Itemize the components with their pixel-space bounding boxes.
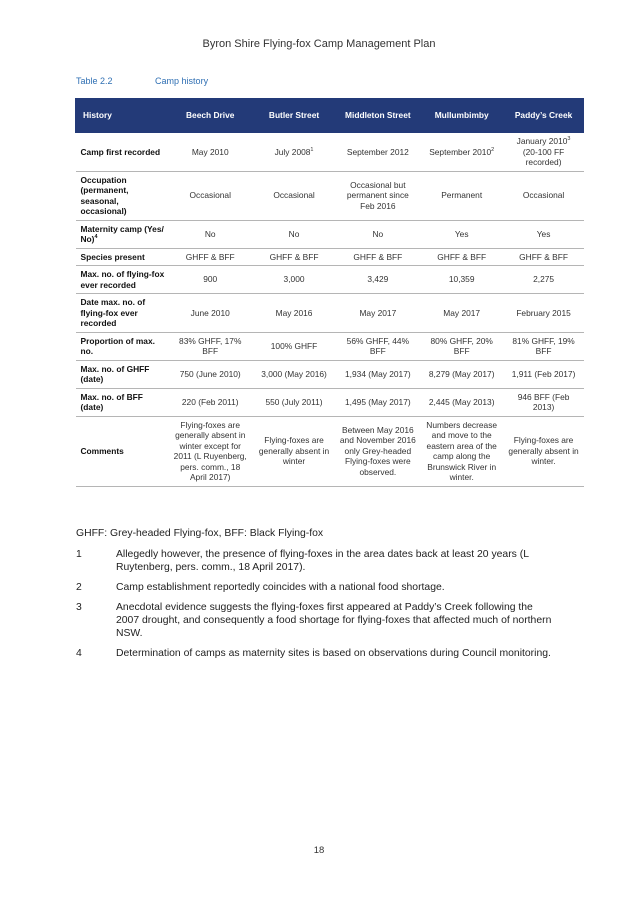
- table-cell: [420, 332, 504, 360]
- cell-text: May 2016: [275, 307, 313, 318]
- cell-text: 81% GHFF, 19% BFF: [512, 335, 575, 356]
- cell-text: 2,275: [533, 274, 555, 285]
- footnote-text: Determination of camps as maternity sites is based on observations during Council monitoring.: [116, 648, 551, 659]
- cell-text: 100% GHFF: [270, 340, 318, 351]
- footnote-number: 2: [76, 582, 82, 593]
- table-cell: [336, 388, 420, 416]
- cell-text: May 2010: [191, 146, 229, 157]
- table-cell: [420, 388, 504, 416]
- cell-text: GHFF & BFF: [269, 251, 319, 262]
- cell-text: GHFF & BFF: [519, 251, 568, 262]
- table-cell: [252, 171, 336, 220]
- cell-text: Occasional: [522, 190, 565, 201]
- cell-text: 1,934 (May 2017): [345, 368, 411, 379]
- table-cell: [336, 416, 420, 486]
- table-cell: [336, 171, 420, 220]
- table-cell: [168, 171, 252, 220]
- cell-text: Flying-foxes are generally absent in winter except for 2011 (L Ruyenberg, pers. comm., 18 April 2017): [173, 419, 247, 482]
- table-cell: [336, 332, 420, 360]
- cell-text: GHFF & BFF: [185, 251, 235, 262]
- column-header: Middleton Street: [336, 99, 420, 133]
- cell-text: No: [204, 228, 216, 239]
- table-cell: [252, 220, 336, 248]
- table-caption: [76, 76, 208, 86]
- row-label: [76, 388, 169, 416]
- footnote-text: Allegedly however, the presence of flying-foxes in the area dates back at least 20 years (L Ruytenberg, pers. comm., 18 April 2017).: [116, 549, 529, 573]
- table-row: [76, 248, 584, 266]
- footnote-number: 3: [76, 602, 82, 613]
- table-number: Table 2.2: [76, 76, 113, 86]
- footnote: [76, 601, 556, 640]
- row-label-text: Occupation (permanent, seasonal, occasional): [80, 174, 129, 216]
- table-cell: [336, 360, 420, 388]
- table-cell: [168, 294, 252, 333]
- table-cell: [252, 294, 336, 333]
- table-cell: [420, 171, 504, 220]
- footnote-text: Anecdotal evidence suggests the flying-foxes first appeared at Paddy’s Creek following the 2007 drought, and consequently a food shortage for flying-foxes that affected much of northern NSW.: [116, 602, 552, 639]
- cell-text: 3,429: [367, 274, 389, 285]
- cell-text: No: [372, 228, 384, 239]
- column-header: Butler Street: [252, 99, 336, 133]
- camp-history-table: [75, 98, 584, 487]
- table-cell: [252, 248, 336, 266]
- footnote: [76, 548, 556, 574]
- cell-text: 8,279 (May 2017): [428, 368, 495, 379]
- table-cell: [504, 266, 584, 294]
- table-cell: [420, 220, 504, 248]
- row-label: [76, 332, 169, 360]
- table-cell: [252, 416, 336, 486]
- row-label-text: Max. no. of flying-fox ever recorded: [80, 269, 165, 290]
- cell-text: January 2010: [516, 136, 568, 146]
- table-cell: [252, 266, 336, 294]
- cell-text: 1,495 (May 2017): [345, 396, 411, 407]
- cell-text: 3,000: [283, 274, 305, 285]
- row-label: [76, 416, 169, 486]
- cell-text: Numbers decrease and move to the eastern area of the camp along the Brunswick River in winter.: [426, 419, 498, 482]
- cell-text: 83% GHFF, 17% BFF: [179, 335, 242, 356]
- table-cell: [504, 332, 584, 360]
- cell-text: GHFF & BFF: [437, 251, 487, 262]
- table-header: [76, 99, 584, 133]
- table-cell: [504, 416, 584, 486]
- cell-text: Occasional: [189, 190, 231, 201]
- table-cell: [336, 294, 420, 333]
- footnote: [76, 581, 556, 594]
- cell-text: Yes: [454, 228, 469, 239]
- cell-text: 56% GHFF, 44% BFF: [346, 335, 410, 356]
- table-cell: [168, 248, 252, 266]
- row-label: [76, 133, 169, 172]
- column-header: Paddy’s Creek: [504, 99, 584, 133]
- footnote-ref: 1: [310, 146, 314, 153]
- header-row: [76, 99, 584, 133]
- cell-text: May 2017: [359, 307, 397, 318]
- cell-text: 900: [203, 274, 218, 285]
- table-cell: [504, 248, 584, 266]
- row-label-text: Comments: [80, 445, 124, 456]
- table-cell: [336, 266, 420, 294]
- table-cell: [336, 248, 420, 266]
- row-label: [76, 360, 169, 388]
- cell-extra: (20-100 FF recorded): [522, 146, 565, 167]
- table-cell: [252, 388, 336, 416]
- row-label-text: Maternity camp (Yes/ No): [80, 223, 164, 244]
- cell-text: 750 (June 2010): [179, 368, 241, 379]
- table-cell: [168, 133, 252, 172]
- page-header: Byron Shire Flying-fox Camp Management Plan: [202, 38, 436, 50]
- row-label-text: Proportion of max. no.: [80, 335, 155, 356]
- table-row: [76, 416, 584, 486]
- cell-text: No: [288, 228, 300, 239]
- table-row: [76, 360, 584, 388]
- abbreviations-note: GHFF: Grey-headed Flying-fox, BFF: Black Flying-fox: [76, 528, 324, 539]
- footnote: [76, 647, 556, 660]
- table-title: Camp history: [155, 76, 209, 86]
- cell-text: 946 BFF (Feb 2013): [517, 391, 570, 412]
- table-cell: [420, 248, 504, 266]
- cell-text: May 2017: [443, 307, 481, 318]
- table-row: [76, 388, 584, 416]
- table-row: [76, 266, 584, 294]
- table-cell: [252, 360, 336, 388]
- cell-text: 1,911 (Feb 2017): [511, 368, 576, 379]
- footnote-ref: 2: [491, 146, 495, 153]
- row-label: [76, 248, 169, 266]
- table-cell: [252, 133, 336, 172]
- table-cell: [168, 332, 252, 360]
- cell-text: 80% GHFF, 20% BFF: [430, 335, 493, 356]
- row-label: [76, 220, 169, 248]
- table-cell: [504, 220, 584, 248]
- table-row: [76, 294, 584, 333]
- cell-text: 220 (Feb 2011): [181, 396, 239, 407]
- cell-text: Between May 2016 and November 2016 only Grey-headed Flying-foxes were observed.: [339, 424, 416, 477]
- row-label: [76, 171, 169, 220]
- table-cell: [336, 220, 420, 248]
- cell-text: September 2012: [346, 146, 409, 157]
- table-cell: [336, 133, 420, 172]
- table-cell: [252, 332, 336, 360]
- row-label: [76, 266, 169, 294]
- footnote-ref: 3: [567, 136, 571, 143]
- table-cell: [504, 294, 584, 333]
- cell-text: June 2010: [190, 307, 230, 318]
- cell-text: Occasional but permanent since Feb 2016: [346, 179, 409, 211]
- cell-text: Flying-foxes are generally absent in winter.: [508, 435, 579, 467]
- cell-text: GHFF & BFF: [353, 251, 403, 262]
- cell-text: 3,000 (May 2016): [261, 368, 327, 379]
- table-row: [76, 171, 584, 220]
- table-cell: [168, 416, 252, 486]
- table-cell: [168, 220, 252, 248]
- table-cell: [168, 360, 252, 388]
- column-header: History: [76, 99, 169, 133]
- row-label-text: Date max. no. of flying-fox ever recorded: [80, 297, 146, 328]
- table-row: [76, 133, 584, 172]
- table-body: [76, 133, 584, 487]
- row-label: [76, 294, 169, 333]
- column-header: Beech Drive: [168, 99, 252, 133]
- table-row: [76, 220, 584, 248]
- table-cell: [504, 360, 584, 388]
- table-cell: [420, 133, 504, 172]
- table-cell: [420, 266, 504, 294]
- table-cell: [420, 294, 504, 333]
- table-cell: [168, 266, 252, 294]
- page-number: 18: [313, 845, 325, 856]
- table-cell: [420, 416, 504, 486]
- table-row: [76, 332, 584, 360]
- row-label-text: Max. no. of GHFF (date): [80, 363, 150, 384]
- footnote-number: 4: [76, 648, 82, 659]
- footnote-text: Camp establishment reportedly coincides with a national food shortage.: [116, 582, 445, 593]
- cell-text: Occasional: [273, 190, 315, 201]
- cell-text: February 2015: [516, 307, 571, 318]
- table-cell: [420, 360, 504, 388]
- footnotes: [76, 548, 556, 667]
- footnote-number: 1: [76, 549, 82, 560]
- cell-text: 2,445 (May 2013): [428, 396, 495, 407]
- table-cell: [168, 388, 252, 416]
- footnote-ref: 4: [94, 234, 98, 241]
- cell-text: 10,359: [448, 274, 475, 285]
- cell-text: Yes: [536, 228, 551, 239]
- cell-text: September 2010: [429, 146, 492, 157]
- table-cell: [504, 171, 584, 220]
- cell-text: Permanent: [441, 190, 483, 201]
- row-label-text: Camp first recorded: [80, 146, 161, 157]
- cell-text: 550 (July 2011): [265, 396, 323, 407]
- column-header: Mullumbimby: [420, 99, 504, 133]
- row-label-text: Species present: [80, 251, 145, 262]
- table-cell: [504, 388, 584, 416]
- cell-text: Flying-foxes are generally absent in winter: [258, 435, 330, 467]
- row-label-text: Max. no. of BFF (date): [80, 391, 143, 412]
- cell-text: July 2008: [274, 146, 311, 157]
- table-cell: [504, 133, 584, 172]
